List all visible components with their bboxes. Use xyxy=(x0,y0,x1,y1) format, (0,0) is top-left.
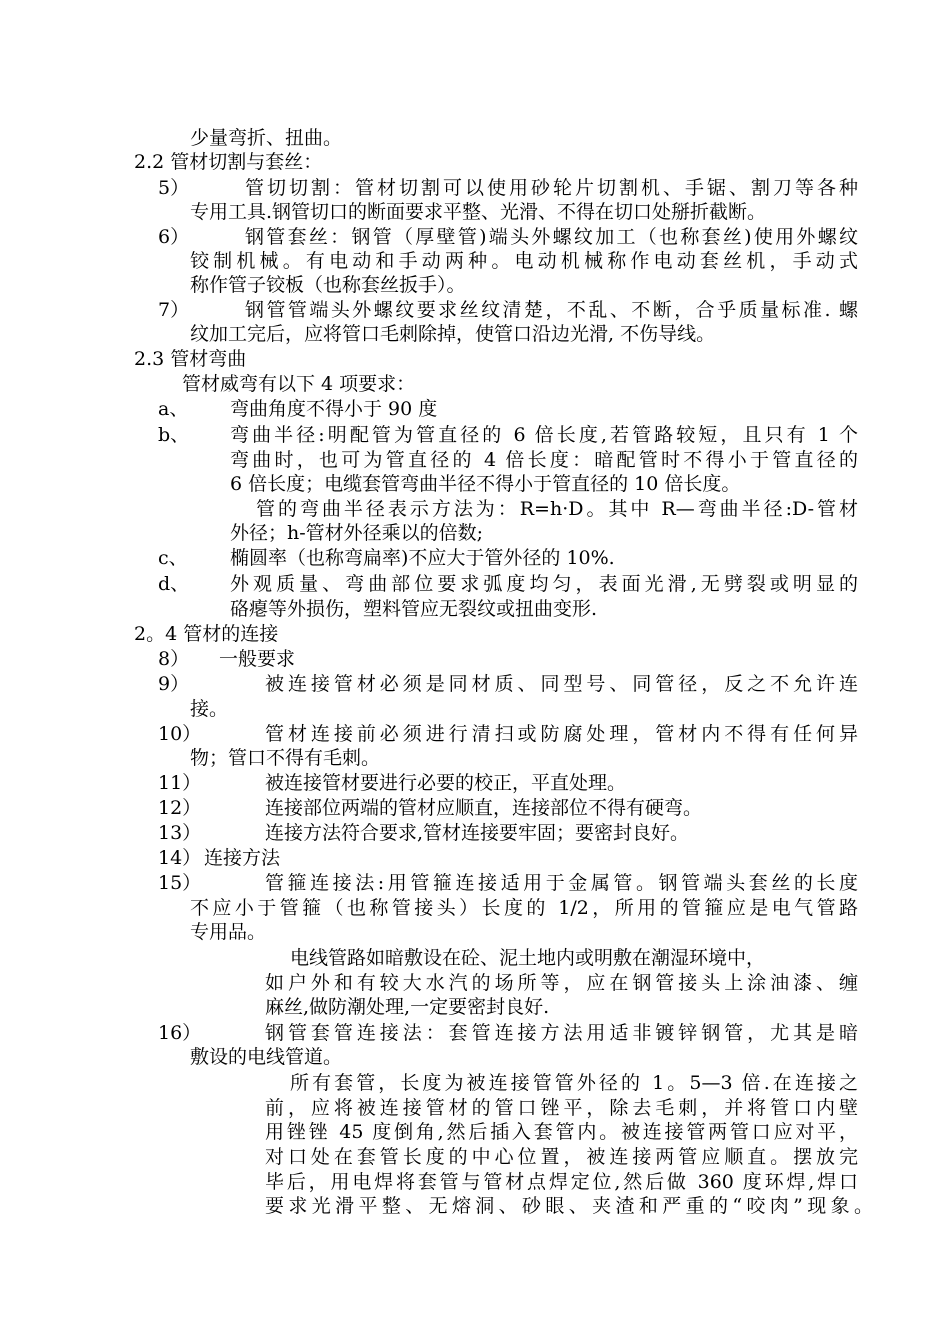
list-item-line: 钢管套丝：钢管（厚壁管)端头外螺纹加工（也称套丝)使用外螺纹 xyxy=(245,226,858,248)
list-item-line: 椭圆率（也称弯扁率)不应大于管外径的 10%. xyxy=(230,547,615,569)
paragraph-line: 所有套管，长度为被连接管管外径的 1。5—3 倍.在连接之 xyxy=(290,1072,858,1094)
paragraph-line: 用锉锉 45 度倒角,然后插入套管内。被连接管两管口应对平， xyxy=(265,1121,858,1143)
list-item-line: 敷设的电线管道。 xyxy=(190,1046,343,1068)
list-item-line: 物；管口不得有毛刺。 xyxy=(190,747,381,769)
list-item-line: 连接部位两端的管材应顺直，连接部位不得有硬弯。 xyxy=(265,797,703,819)
list-item-line: 硌瘪等外损伤，塑料管应无裂纹或扭曲变形. xyxy=(230,598,598,620)
list-item-line: 钢管套管连接法：套管连接方法用适非镀锌钢管，尤其是暗 xyxy=(265,1022,858,1044)
list-item-line: 接。 xyxy=(190,698,229,720)
list-item-line: 连接方法符合要求,管材连接要牢固；要密封良好。 xyxy=(265,822,690,844)
list-number: 6） xyxy=(158,226,190,248)
list-number: 13） xyxy=(158,822,202,844)
list-number: 10） xyxy=(158,723,202,745)
list-number: 14） xyxy=(158,847,202,869)
paragraph-line: 管材威弯有以下 4 项要求： xyxy=(182,373,416,395)
paragraph-line: 电线管路如暗敷设在砼、泥土地内或明敷在潮湿环境中， xyxy=(290,947,766,969)
list-item-line: 称作管子铰板（也称套丝扳手）。 xyxy=(190,274,466,296)
list-item-line: 铰制机械。有电动和手动两种。电动机械称作电动套丝机，手动式 xyxy=(190,250,858,272)
list-item-line: 6 倍长度；电缆套管弯曲半径不得小于管直径的 10 倍长度。 xyxy=(230,473,741,495)
list-item-line: 外径；h-管材外径乘以的倍数; xyxy=(230,522,484,544)
list-letter: b、 xyxy=(158,424,190,446)
list-item-line: 管的弯曲半径表示方法为：R=h·D。其中 R—弯曲半径:D-管材 xyxy=(256,498,858,520)
list-item-line: 被连接管材必须是同材质、同型号、同管径，反之不允许连 xyxy=(265,673,858,695)
list-item-line: 管材连接前必须进行清扫或防腐处理，管材内不得有任何异 xyxy=(265,723,858,745)
section-heading: 2.2 管材切割与套丝： xyxy=(134,151,323,173)
list-number: 9） xyxy=(158,673,190,695)
list-item-line: 管切切割：管材切割可以使用砂轮片切割机、手锯、割刀等各种 xyxy=(245,177,858,199)
list-item-line: 一般要求 xyxy=(219,648,296,670)
paragraph-line: 少量弯折、扭曲。 xyxy=(190,127,343,149)
list-item-line: 管箍连接法:用管箍连接适用于金属管。钢管端头套丝的长度 xyxy=(265,872,858,894)
section-heading: 2.3 管材弯曲 xyxy=(134,348,247,370)
paragraph-line: 毕后，用电焊将套管与管材点焊定位,然后做 360 度环焊,焊口 xyxy=(265,1171,858,1193)
paragraph-line: 要求光滑平整、无熔洞、砂眼、夹渣和严重的“咬肉”现象。 xyxy=(265,1195,873,1217)
list-number: 15） xyxy=(158,872,202,894)
list-item-line: 弯曲角度不得小于 90 度 xyxy=(230,398,438,420)
paragraph-line: 对口处在套管长度的中心位置，被连接两管应顺直。摆放完 xyxy=(265,1146,858,1168)
list-number: 16） xyxy=(158,1022,202,1044)
section-heading: 2。4 管材的连接 xyxy=(134,623,279,645)
list-item-line: 专用工具.钢管切口的断面要求平整、光滑、不得在切口处掰折截断。 xyxy=(190,201,767,223)
list-letter: d、 xyxy=(158,573,190,595)
paragraph-line: 前，应将被连接管材的管口锉平，除去毛刺，并将管口内壁 xyxy=(265,1097,858,1119)
list-letter: a、 xyxy=(158,398,189,420)
paragraph-line: 麻丝,做防潮处理,一定要密封良好. xyxy=(265,996,550,1018)
list-number: 7） xyxy=(158,299,190,321)
list-number: 5） xyxy=(158,177,190,199)
list-item-line: 不应小于管箍（也称管接头）长度的 1/2，所用的管箍应是电气管路 xyxy=(190,897,858,919)
list-item-line: 连接方法 xyxy=(204,847,281,869)
list-number: 8） xyxy=(158,648,190,670)
list-item-line: 外观质量、弯曲部位要求弧度均匀，表面光滑,无劈裂或明显的 xyxy=(230,573,858,595)
list-item-line: 纹加工完后，应将管口毛刺除掉，使管口沿边光滑, 不伤导线。 xyxy=(190,323,716,345)
list-number: 12） xyxy=(158,797,202,819)
list-item-line: 钢管管端头外螺纹要求丝纹清楚，不乱、不断，合乎质量标准. 螺 xyxy=(245,299,858,321)
paragraph-line: 如户外和有较大水汽的场所等，应在钢管接头上涂油漆、缠 xyxy=(265,972,858,994)
list-number: 11） xyxy=(158,772,202,794)
list-item-line: 弯曲时，也可为管直径的 4 倍长度：暗配管时不得小于管直径的 xyxy=(230,449,858,471)
list-letter: c、 xyxy=(158,547,188,569)
list-item-line: 专用品。 xyxy=(190,921,267,943)
list-item-line: 被连接管材要进行必要的校正，平直处理。 xyxy=(265,772,627,794)
list-item-line: 弯曲半径:明配管为管直径的 6 倍长度,若管路较短，且只有 1 个 xyxy=(230,424,858,446)
